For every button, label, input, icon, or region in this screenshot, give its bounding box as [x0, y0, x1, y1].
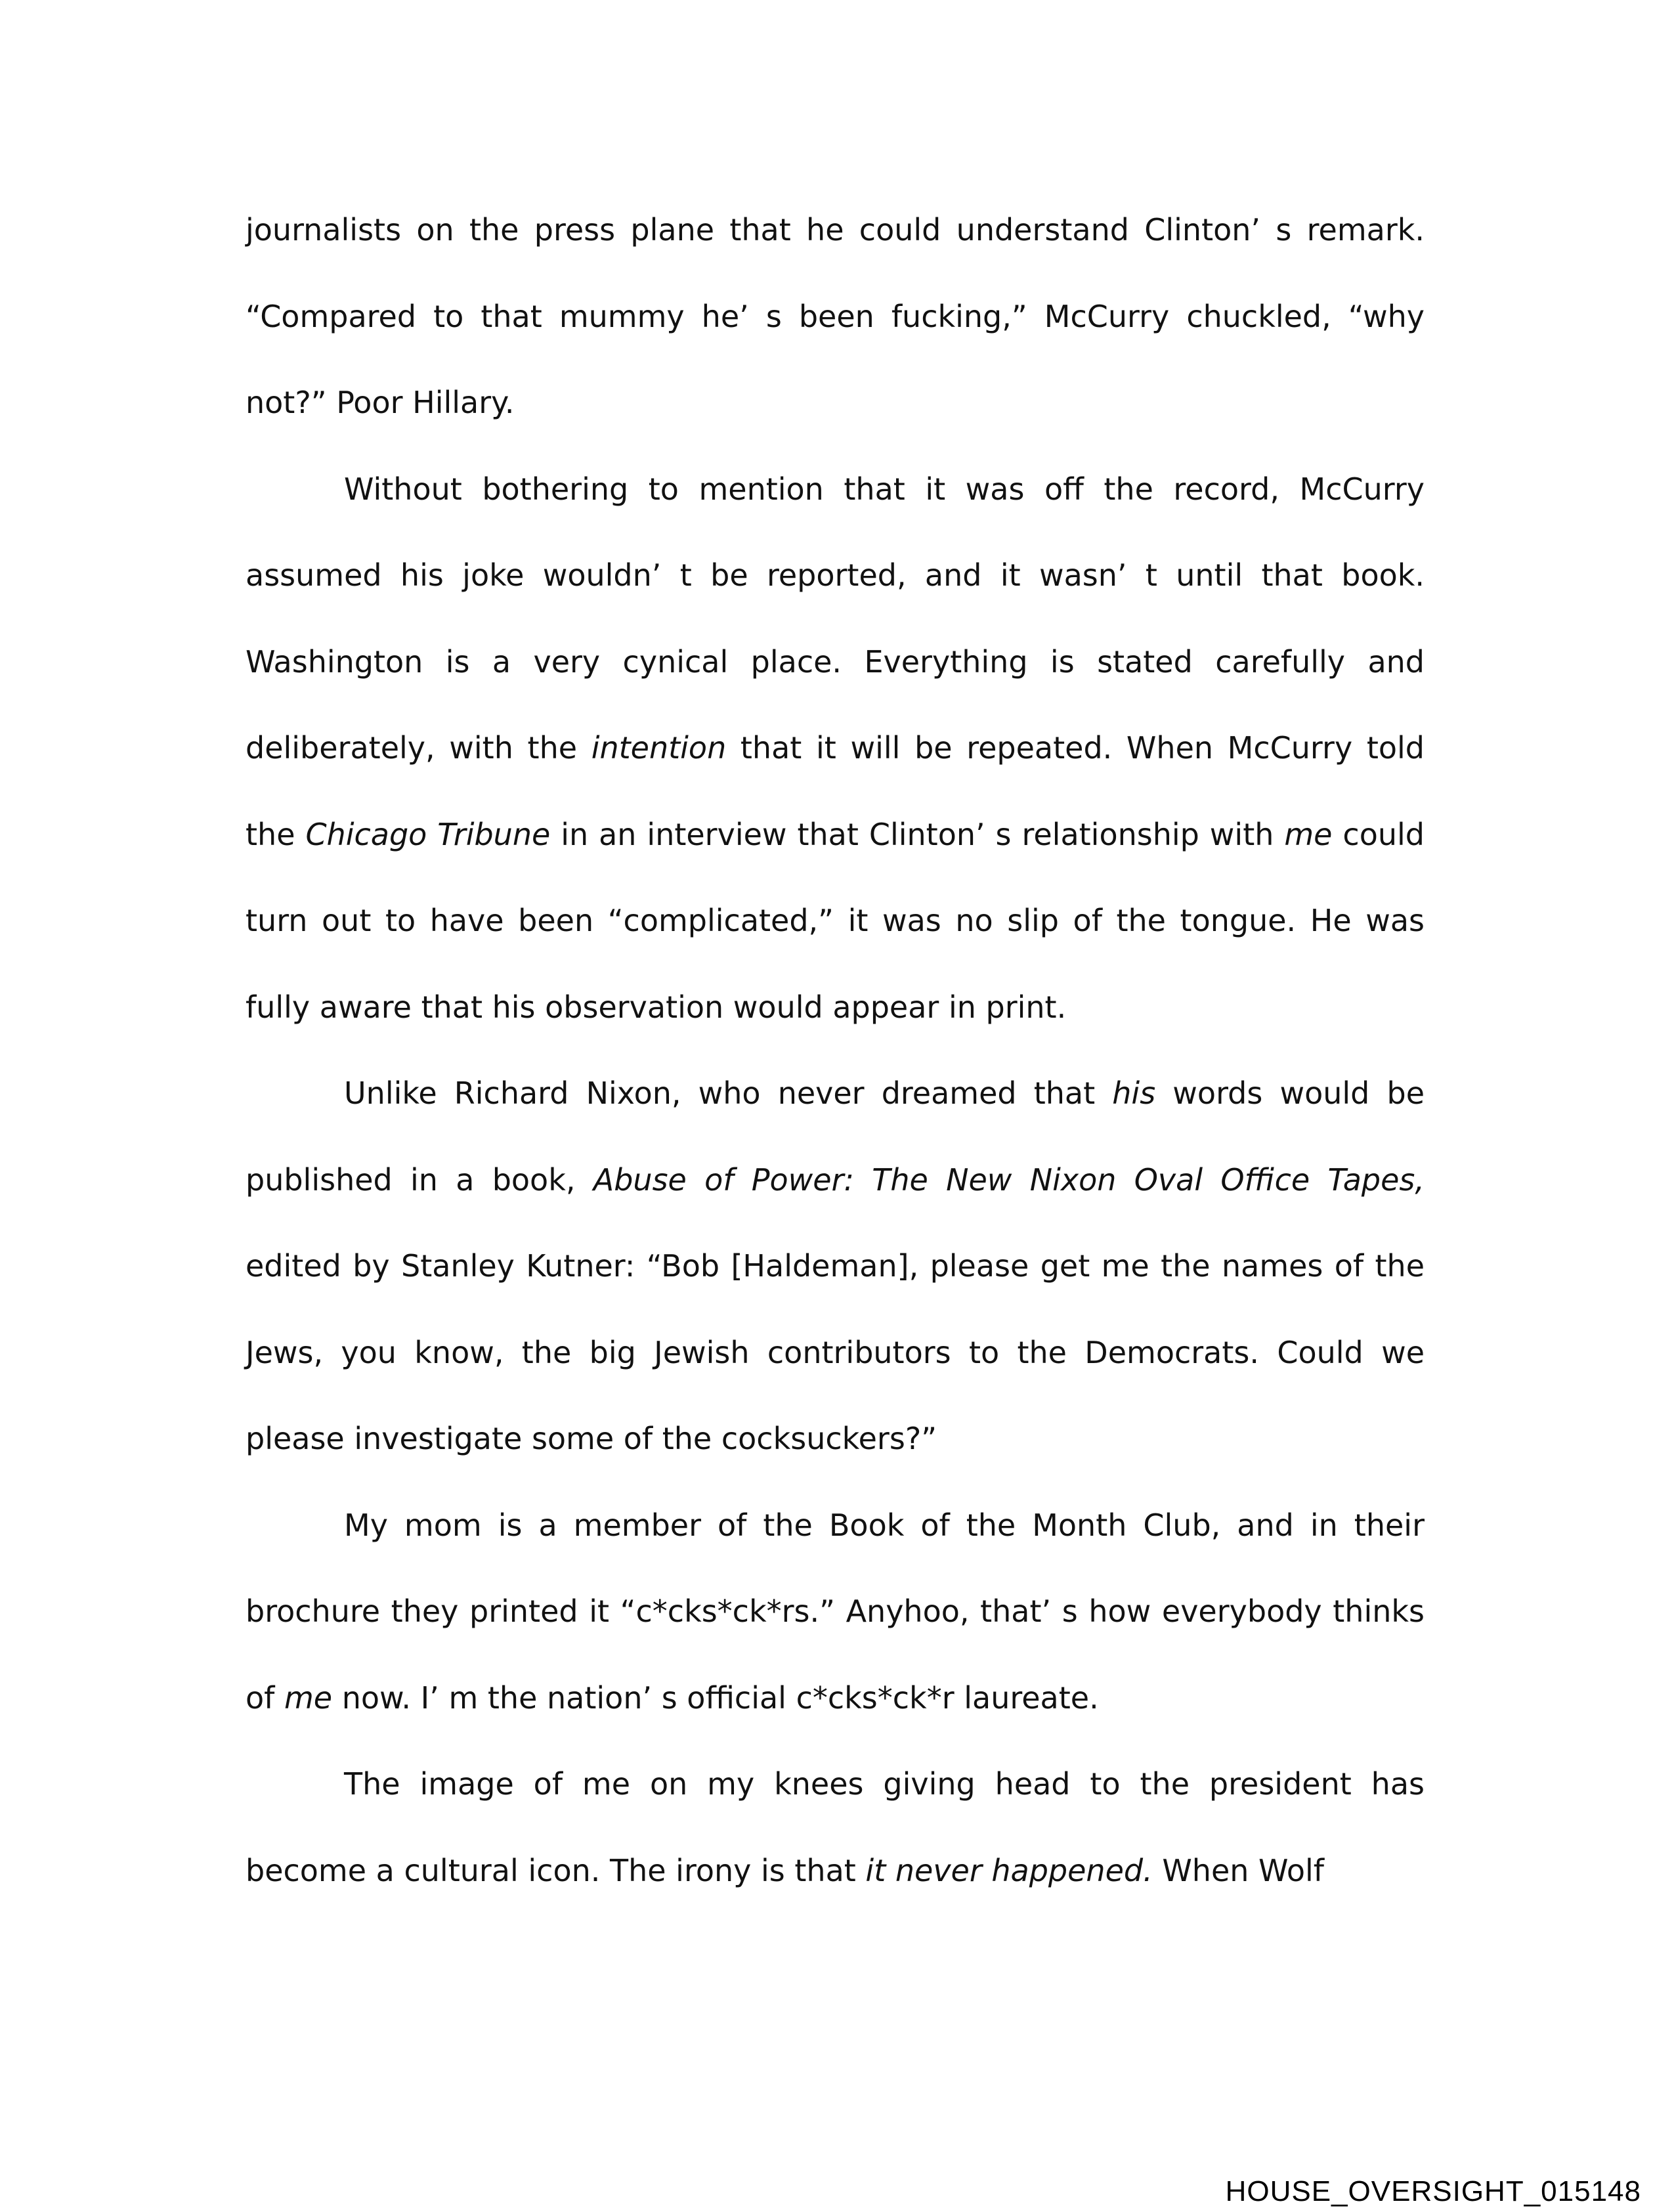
paragraph	[246, 1483, 1425, 1742]
paragraph	[246, 1051, 1425, 1483]
italic-text-run: me	[284, 1680, 333, 1716]
text-run: that it will be repeated. When McCurry told the	[246, 730, 1425, 852]
text-run: in an interview that Clinton’ s relationship with	[550, 816, 1285, 852]
text-run: The image of me on my knees giving head to the president has become a cultural icon. The irony is that	[246, 1766, 1425, 1888]
text-run: My mom is a member of the Book of the Month Club, and in their brochure they printed it “c*cks*ck*rs.” Anyhoo, that’ s how everybody thinks of	[246, 1507, 1425, 1716]
text-run: Without bothering to mention that it was off the record, McCurry assumed his joke wouldn’ t be reported, and it wasn’ t until that book. Washington is a very cynical place. Everything is stated carefully and deliberately, with the	[246, 471, 1425, 766]
italic-text-run: Abuse of Power: The New Nixon Oval Office Tapes,	[593, 1161, 1425, 1198]
paragraph	[246, 187, 1425, 446]
text-run: edited by Stanley Kutner: “Bob [Haldeman], please get me the names of the Jews, you know, the big Jewish contributors to the Democrats. Could we please investigate some of the cocksuckers?”	[246, 1248, 1425, 1456]
italic-text-run: intention	[591, 730, 727, 766]
italic-text-run: it never happened.	[865, 1852, 1153, 1888]
text-run: now. I’ m the nation’ s official c*cks*ck*r laureate.	[332, 1680, 1099, 1716]
text-run: could turn out to have been “complicated,” it was no slip of the tongue. He was fully aware that his observation would appear in print.	[246, 816, 1425, 1025]
body-text	[246, 187, 1425, 1914]
text-run: journalists on the press plane that he could understand Clinton’ s remark. “Compared to that mummy he’ s been fucking,” McCurry chuckled, “why not?” Poor Hillary.	[246, 212, 1425, 420]
text-run: words would be published in a book,	[246, 1075, 1425, 1198]
italic-text-run: his	[1112, 1075, 1156, 1111]
italic-text-run: me	[1284, 816, 1333, 852]
paragraph	[246, 446, 1425, 1051]
text-run: When Wolf	[1152, 1852, 1324, 1888]
italic-text-run: Chicago Tribune	[305, 816, 551, 852]
text-run: Unlike Richard Nixon, who never dreamed that	[344, 1075, 1113, 1111]
paragraph	[246, 1741, 1425, 1914]
bates-number: HOUSE_OVERSIGHT_015148	[1225, 2175, 1641, 2207]
